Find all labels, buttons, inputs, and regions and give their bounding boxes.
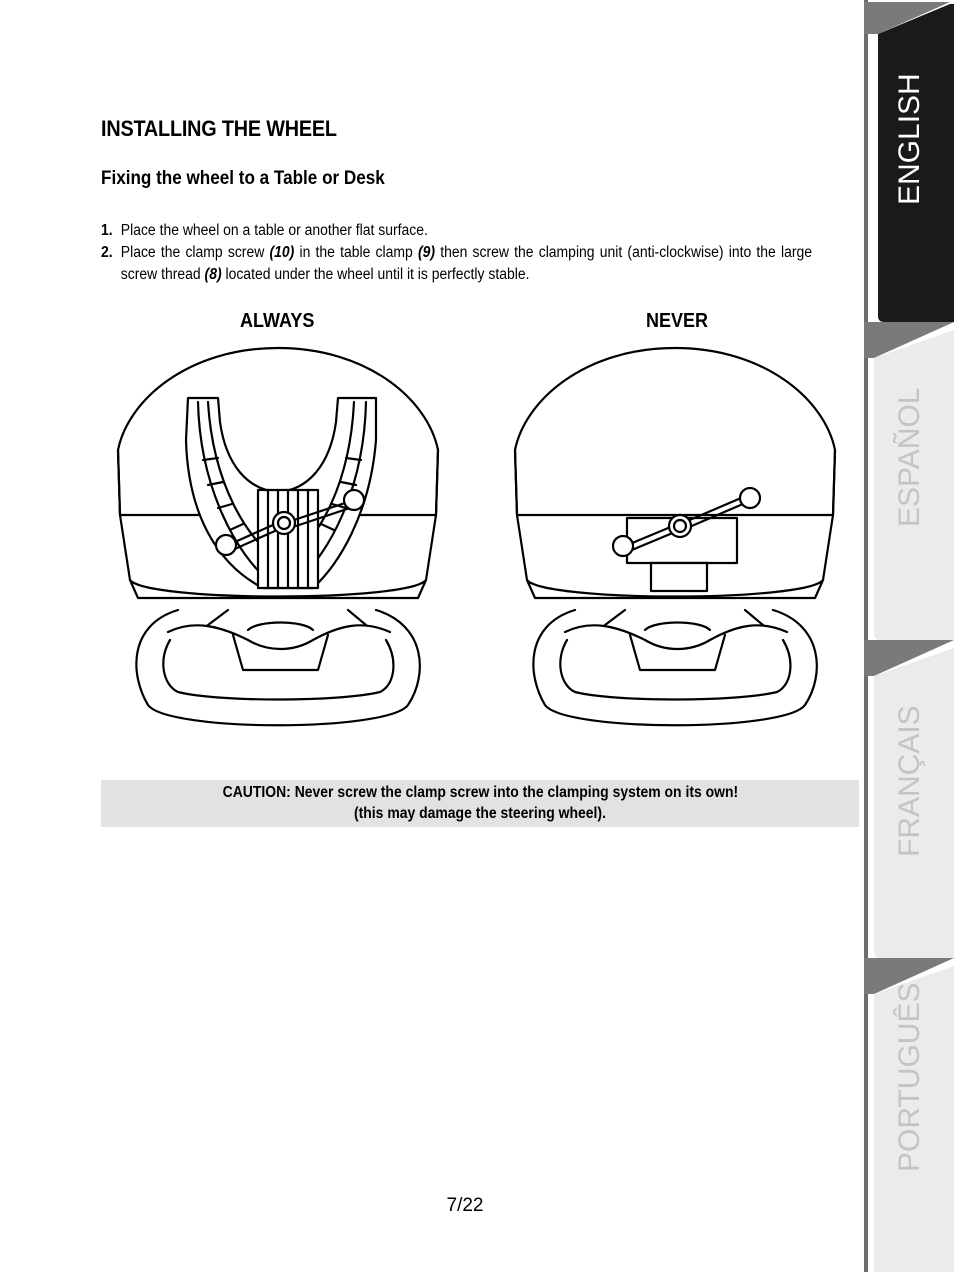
page-number: 7/22 [446, 1195, 484, 1216]
tab-english-label[interactable]: ENGLISH [893, 73, 926, 205]
never-illustration [505, 340, 845, 730]
instruction-list [101, 220, 812, 286]
step-text-part: located under the wheel until it is perfectly stable. [221, 266, 530, 283]
caution-line-1: CAUTION: Never screw the clamp screw into the clamping system on its own! [222, 784, 738, 801]
never-label: NEVER [646, 310, 709, 332]
part-reference: (10) [269, 244, 295, 261]
part-reference: (9) [417, 244, 436, 261]
tab-francais-label[interactable]: FRANÇAIS [893, 705, 926, 857]
always-illustration [108, 340, 448, 730]
list-item [101, 220, 812, 242]
step-text-part: Place the clamp screw [120, 244, 270, 261]
section-title: INSTALLING THE WHEEL [101, 116, 337, 141]
tab-portugues-label[interactable] [893, 1092, 927, 1172]
step-number: 1. [101, 222, 113, 239]
subsection-title: Fixing the wheel to a Table or Desk [101, 168, 385, 189]
step-text-part: then screw the clamping unit (anti-clockwise) into the large screw thread [120, 244, 812, 283]
step-text-part: in the table clamp [294, 244, 418, 261]
caution-box [101, 780, 859, 827]
always-label: ALWAYS [240, 310, 315, 332]
caution-line-2: (this may damage the steering wheel). [354, 805, 606, 822]
step-text: Place the wheel on a table or another flat surface. [120, 222, 428, 239]
list-item [101, 242, 812, 286]
part-reference: (8) [204, 266, 222, 283]
tab-espanol-label[interactable]: ESPAÑOL [893, 387, 926, 527]
step-number: 2. [101, 244, 113, 261]
